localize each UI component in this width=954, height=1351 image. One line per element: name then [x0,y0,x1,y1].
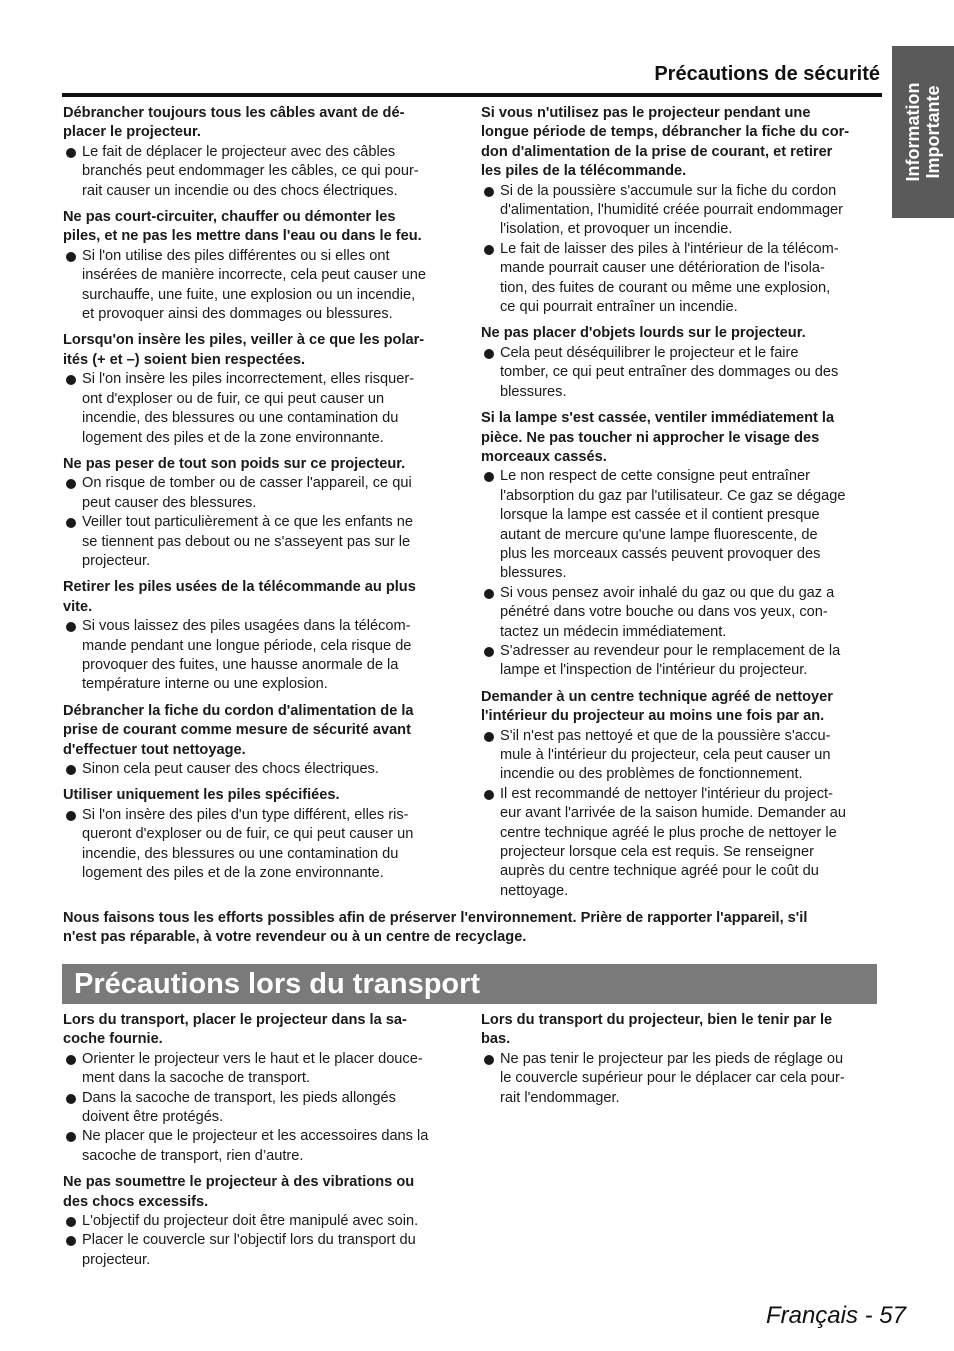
precaution-section [63,104,463,201]
header-divider [62,93,882,97]
precaution-bullet-item: Si de la poussière s'accumule sur la fiche du cordon d'alimentation, l'humidité créée pourrait endommager l'isolation, et provoquer un incendie. [481,182,881,240]
precaution-bullet-item: Si vous pensez avoir inhalé du gaz ou que du gaz a pénétré dans votre bouche ou dans vos yeux, con- tactez un médecin immédiatement. [481,584,881,642]
precaution-bullet-list [63,617,463,695]
transport-right-column [481,1011,881,1115]
precaution-bullet-list [63,1212,463,1270]
precaution-section [481,324,881,402]
precaution-bullet-item: S'il n'est pas nettoyé et que de la poussière s'accu- mule à l'intérieur du projecteur, cela peut causer un incendie ou des problèmes de fonctionnement. [481,727,881,785]
transport-left-column [63,1011,463,1277]
precaution-section [63,1173,463,1270]
precaution-bullet-list [63,247,463,325]
precaution-heading: Débrancher toujours tous les câbles avant de dé- placer le projecteur. [63,105,405,141]
precaution-bullet-item: Le fait de laisser des piles à l'intérieur de la télécom- mande pourrait causer une détérioration de l'isola- tion, des fuites de courant ou même une explosion, ce qui pourrait entraîner un incendie. [481,240,881,318]
precaution-bullet-item: Le fait de déplacer le projecteur avec des câbles branchés peut endommager les câbles, ce qui pour- rait causer un incendie ou des chocs électriques. [63,143,463,201]
precaution-bullet-list [63,806,463,884]
precaution-section [481,409,881,681]
precaution-section [481,1011,881,1108]
precaution-bullet-item: Veiller tout particulièrement à ce que les enfants ne se tiennent pas debout ou ne s'asseyent pas sur le projecteur. [63,513,463,571]
precaution-bullet-item: Ne pas tenir le projecteur par les pieds de réglage ou le couvercle supérieur pour le déplacer car cela pour- rait l'endommager. [481,1050,881,1108]
precaution-bullet-item: Il est recommandé de nettoyer l'intérieur du project- eur avant l'arrivée de la saison humide. Demander au centre technique agréé le plus proche de nettoyer le projecteur lorsque cela est requis. Se renseigner auprès du centre technique agréé pour le coût du nettoyage. [481,785,881,901]
precaution-bullet-list [63,474,463,571]
precaution-heading: Ne pas peser de tout son poids sur ce projecteur. [63,455,406,472]
precaution-section [63,455,463,571]
precaution-section [481,688,881,901]
side-tab-line-2: Importante [923,85,943,179]
precaution-bullet-list [481,727,881,902]
precaution-bullet-list [481,467,881,680]
precaution-bullet-item: Ne placer que le projecteur et les accessoires dans la sacoche de transport, rien d’autre. [63,1127,463,1166]
precaution-section [481,104,881,317]
side-tab-label [903,83,943,182]
precaution-bullet-item: Dans la sacoche de transport, les pieds allongés doivent être protégés. [63,1089,463,1128]
precaution-bullet-item: L'objectif du projecteur doit être manipulé avec soin. [63,1212,463,1231]
precaution-bullet-list [63,760,463,779]
precaution-bullet-list [481,182,881,318]
precaution-heading: Lors du transport, placer le projecteur dans la sa- coche fournie. [63,1012,407,1048]
precaution-bullet-item: Le non respect de cette consigne peut entraîner l'absorption du gaz par l'utilisateur. Ce gaz se dégage lorsque la lampe est cassée et il contient presque autant de mercure qu'une lampe fluorescente, de plus les morceaux cassés peuvent provoquer des blessures. [481,467,881,583]
page-header-title: Précautions de sécurité [654,63,880,85]
section-heading-bar [62,964,877,1004]
precaution-heading: Débrancher la fiche du cordon d'alimentation de la prise de courant comme mesure de sécurité avant d'effectuer tout nettoyage. [63,702,414,758]
precaution-section [63,331,463,447]
precaution-bullet-item: Sinon cela peut causer des chocs électriques. [63,760,463,779]
precaution-section [63,786,463,883]
precaution-heading: Utiliser uniquement les piles spécifiées. [63,787,340,804]
precaution-bullet-item: Orienter le projecteur vers le haut et le placer douce- ment dans la sacoche de transport. [63,1050,463,1089]
precaution-bullet-item: Si l'on insère des piles d'un type différent, elles ris- queront d'exploser ou de fuir, ce qui peut causer un incendie, des blessures ou une contamination du logement des piles et de la zone environnante. [63,806,463,884]
precaution-heading: Ne pas placer d'objets lourds sur le projecteur. [481,325,806,342]
precaution-heading: Ne pas soumettre le projecteur à des vibrations ou des chocs excessifs. [63,1174,415,1210]
precaution-section [63,702,463,780]
precaution-heading: Demander à un centre technique agréé de nettoyer l'intérieur du projecteur au moins une fois par an. [481,688,833,725]
page-number: Français - 57 [765,1302,906,1329]
precaution-bullet-item: Cela peut déséquilibrer le projecteur et le faire tomber, ce qui peut entraîner des dommages ou des blessures. [481,344,881,402]
precaution-heading: Ne pas court-circuiter, chauffer ou démonter les piles, et ne pas les mettre dans l'eau ou dans le feu. [63,209,422,245]
environment-notice [63,909,883,948]
side-tab-line-1: Information [903,82,923,182]
precaution-section [63,578,463,694]
precaution-heading: Retirer les piles usées de la télécommande au plus vite. [63,579,416,615]
precaution-bullet-item: S'adresser au revendeur pour le remplacement de la lampe et l'inspection de l'intérieur du projecteur. [481,642,881,681]
precaution-bullet-item: Placer le couvercle sur l'objectif lors du transport du projecteur. [63,1231,463,1270]
precaution-bullet-item: On risque de tomber ou de casser l'appareil, ce qui peut causer des blessures. [63,474,463,513]
precaution-bullet-item: Si vous laissez des piles usagées dans la télécom- mande pendant une longue période, cela risque de provoquer des fuites, une hausse anormale de la température interne ou une explosion. [63,617,463,695]
precaution-heading: Si la lampe s'est cassée, ventiler immédiatement la pièce. Ne pas toucher ni approcher le visage des morceaux cassés. [481,410,835,465]
precaution-section [63,1011,463,1166]
precaution-bullet-item: Si l'on utilise des piles différentes ou si elles ont insérées de manière incorrecte, cela peut causer une surchauffe, une fuite, une explosion ou un incendie, et provoquer ainsi des dommages ou blessures. [63,247,463,325]
precaution-heading: Lorsqu'on insère les piles, veiller à ce que les polar- ités (+ et –) soient bien respectées. [63,332,425,368]
environment-notice-text: Nous faisons tous les efforts possibles afin de préserver l'environnement. Prière de rapporter l'appareil, s'il n'est pas réparable, à votre revendeur ou à un centre de recyclage. [63,910,808,946]
precaution-bullet-list [63,1050,463,1166]
precaution-bullet-list [481,1050,881,1108]
precaution-bullet-list [481,344,881,402]
precaution-bullet-item: Si l'on insère les piles incorrectement, elles risquer- ont d'exploser ou de fuir, ce qui peut causer un incendie, des blessures ou une contamination du logement des piles et de la zone environnante. [63,370,463,448]
precaution-heading: Si vous n'utilisez pas le projecteur pendant une longue période de temps, débrancher la fiche du cor- don d'alimentation de la prise de courant, et retirer les piles de la télécommande. [481,105,850,180]
left-column [63,104,463,890]
precaution-bullet-list [63,370,463,448]
right-column [481,104,881,908]
precaution-section [63,208,463,324]
side-section-tab [892,46,954,218]
section-title: Précautions lors du transport [74,968,481,1000]
precaution-heading: Lors du transport du projecteur, bien le tenir par le bas. [481,1012,833,1048]
precaution-bullet-list [63,143,463,201]
